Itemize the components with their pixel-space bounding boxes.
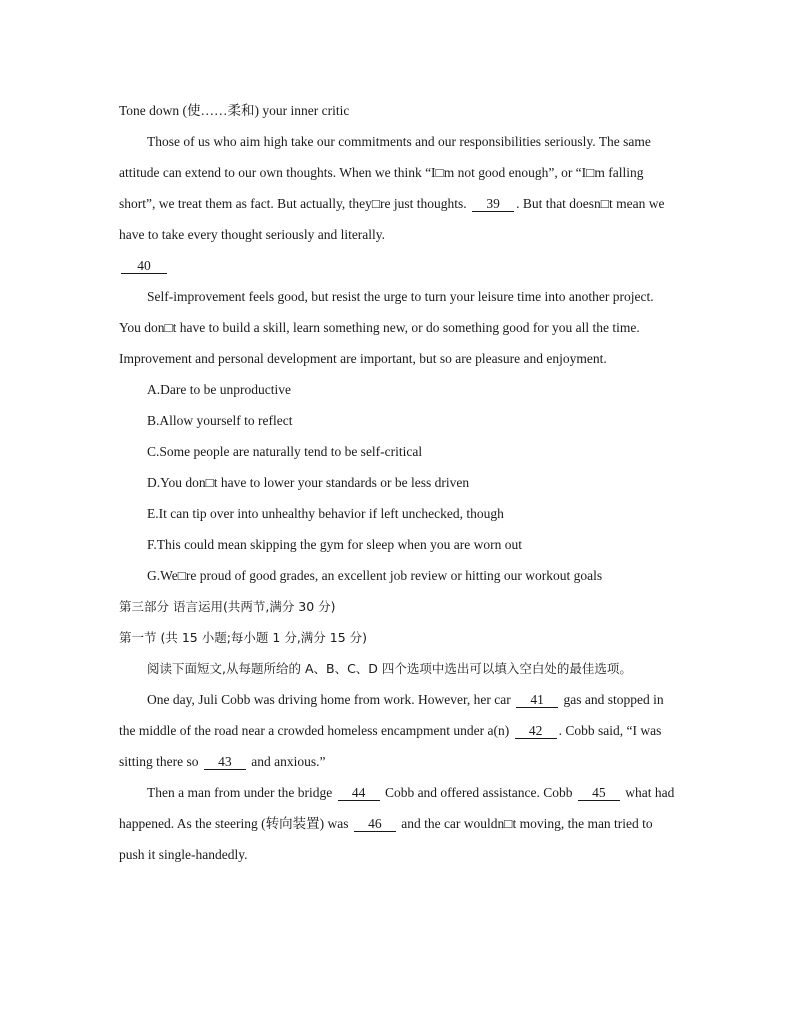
- part3-heading: 第三部分 语言运用(共两节,满分 30 分): [119, 599, 336, 614]
- story-p2-line1: [147, 785, 674, 801]
- para1-line2: attitude can extend to our own thoughts. When we think “I□m not good enough”, or “I□m falling: [119, 165, 644, 180]
- blank-46: 46: [354, 817, 396, 832]
- section-title-text: Tone down (使……柔和) your inner critic: [119, 103, 350, 118]
- blank-43: 43: [204, 755, 246, 770]
- story-p2-line2-a: happened. As the steering (转向装置) was: [119, 816, 349, 831]
- story-p1-line1-a: One day, Juli Cobb was driving home from work. However, her car: [147, 692, 511, 707]
- para1-line1: Those of us who aim high take our commitments and our responsibilities seriously. The same: [147, 134, 651, 149]
- blank-42: 42: [515, 724, 557, 739]
- option-f: F.This could mean skipping the gym for sleep when you are worn out: [147, 537, 522, 552]
- option-d: D.You don□t have to lower your standards or be less driven: [147, 475, 470, 490]
- story-p2-line3: push it single-handedly.: [119, 847, 248, 862]
- option-g: G.We□re proud of good grades, an excellent job review or hitting our workout goals: [147, 568, 603, 583]
- blank-44: 44: [338, 786, 380, 801]
- story-p1-line3-b: and anxious.”: [251, 754, 326, 769]
- story-p1-line2-a: the middle of the road near a crowded homeless encampment under a(n): [119, 723, 510, 738]
- para1-line4: have to take every thought seriously and literally.: [119, 227, 386, 242]
- section-title: [119, 103, 349, 119]
- story-p1-line3: [119, 754, 325, 770]
- story-p2-line2: [119, 816, 653, 832]
- story-p1-line2: [119, 723, 661, 739]
- blank-40: 40: [121, 259, 167, 274]
- blank-41: 41: [516, 693, 558, 708]
- option-e: E.It can tip over into unhealthy behavior if left unchecked, though: [147, 506, 504, 521]
- blank-45: 45: [578, 786, 620, 801]
- story-p1-line1-b: gas and stopped in: [563, 692, 664, 707]
- para1-line3-after: . But that doesn□t mean we: [516, 196, 665, 211]
- blank-40-line: [119, 258, 169, 274]
- story-p1-line3-a: sitting there so: [119, 754, 199, 769]
- option-b: B.Allow yourself to reflect: [147, 413, 293, 428]
- para2-line1: Self-improvement feels good, but resist the urge to turn your leisure time into another project.: [147, 289, 654, 304]
- blank-39: 39: [472, 197, 514, 212]
- para1-line3: [119, 196, 664, 212]
- story-p1-line2-b: . Cobb said, “I was: [558, 723, 662, 738]
- story-p1-line1: [147, 692, 664, 708]
- option-a: A.Dare to be unproductive: [147, 382, 291, 397]
- story-p2-line2-b: and the car wouldn□t moving, the man tried to: [401, 816, 653, 831]
- story-p2-line1-a: Then a man from under the bridge: [147, 785, 333, 800]
- story-p2-line1-c: what had: [625, 785, 675, 800]
- para2-line2: You don□t have to build a skill, learn something new, or do something good for you all the time.: [119, 320, 640, 335]
- option-c: C.Some people are naturally tend to be self-critical: [147, 444, 423, 459]
- para1-line3-before: short”, we treat them as fact. But actually, they□re just thoughts.: [119, 196, 467, 211]
- para2-line3: Improvement and personal development are important, but so are pleasure and enjoyment.: [119, 351, 607, 366]
- section1-heading: 第一节 (共 15 小题;每小题 1 分,满分 15 分): [119, 630, 368, 645]
- story-p2-line1-b: Cobb and offered assistance. Cobb: [384, 785, 573, 800]
- instructions: 阅读下面短文,从每题所给的 A、B、C、D 四个选项中选出可以填入空白处的最佳选项。: [147, 661, 632, 676]
